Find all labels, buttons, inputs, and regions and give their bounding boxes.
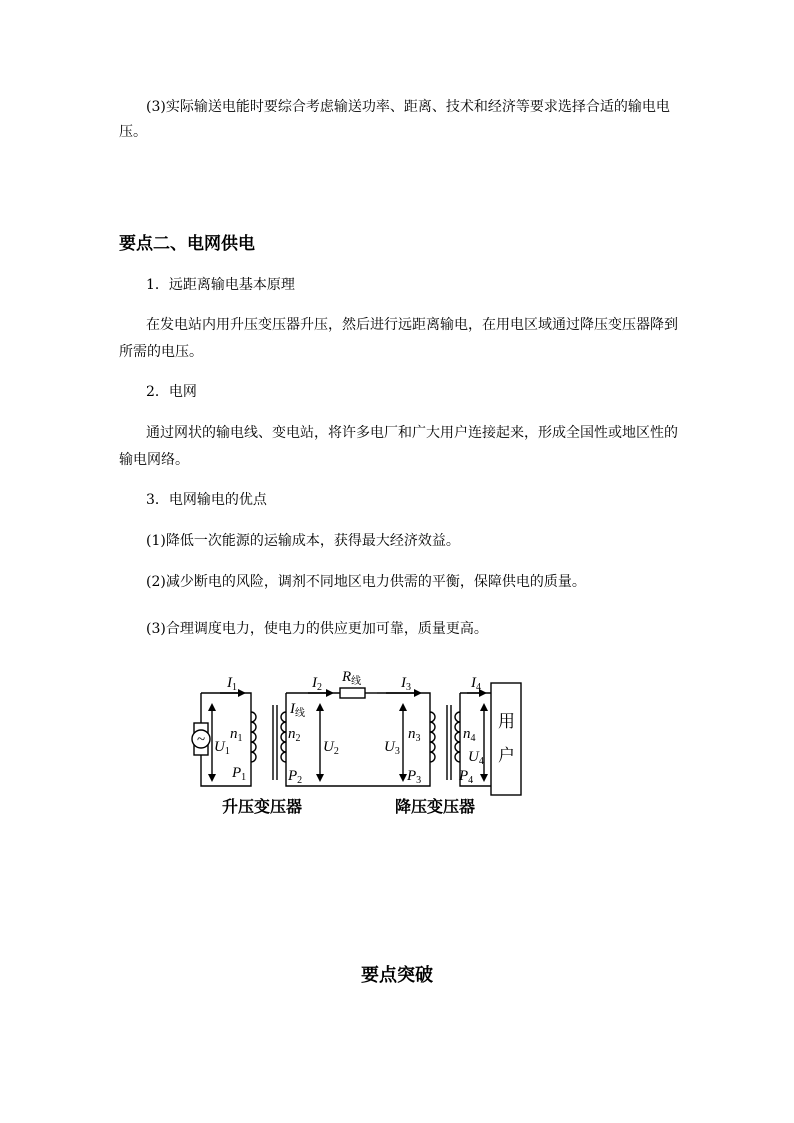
label-u3-sub: 3 [394, 746, 400, 757]
arrowhead-icon [480, 774, 488, 782]
user-box [491, 683, 521, 795]
svg-text:R线 [341, 669, 361, 687]
label-p2-sub: 2 [297, 775, 303, 786]
label-p1: P [232, 765, 242, 781]
label-i4: I [471, 675, 476, 691]
svg-text:n3 [408, 726, 421, 744]
user-label-2: 户 [498, 746, 515, 766]
coil-n3-icon [430, 712, 435, 762]
item-title: 2．电网 [146, 384, 197, 400]
arrowhead-icon [208, 703, 216, 711]
paragraph-transmission-voltage [146, 97, 676, 117]
user-label-1: 用 [498, 712, 515, 732]
svg-text:n2 [288, 726, 301, 744]
label-i2-sub: 2 [317, 682, 322, 693]
coil-n1-icon [251, 712, 256, 762]
label-n1: n [230, 726, 238, 742]
label-i2: I [312, 675, 317, 691]
label-p3: P [407, 768, 417, 784]
label-p2: P [288, 768, 298, 784]
label-i3: I [401, 675, 406, 691]
label-p1-sub: 1 [241, 772, 247, 783]
svg-text:n1 [230, 726, 243, 744]
label-n4-sub: 4 [470, 733, 476, 744]
arrowhead-icon [399, 774, 407, 782]
arrowhead-icon [480, 703, 488, 711]
svg-text:P1 [231, 765, 246, 783]
label-u2-sub: 2 [333, 746, 339, 757]
arrowhead-icon [399, 703, 407, 711]
svg-text:n4 [463, 726, 476, 744]
label-n2-sub: 2 [295, 733, 301, 744]
paragraph-line: 在发电站内用升压变压器升压，然后进行远距离输电，在用电区域通过降压变压器降到 [146, 317, 678, 333]
label-i1: I [227, 675, 232, 691]
label-i1-sub: 1 [232, 682, 237, 693]
step-down-transformer-label: 降压变压器 [395, 797, 476, 816]
svg-text:I1 [226, 675, 237, 693]
label-r: R [342, 669, 352, 685]
label-u4-sub: 4 [478, 756, 484, 767]
label-i-line: I [290, 701, 295, 717]
label-i4-sub: 4 [476, 682, 481, 693]
bottom-heading: 要点突破 [361, 965, 433, 986]
advantage-item: (1)降低一次能源的运输成本，获得最大经济效益。 [146, 533, 460, 549]
label-u3: U [384, 739, 395, 755]
step-up-transformer-label: 升压变压器 [222, 797, 303, 816]
item-title: 1．远距离输电基本原理 [146, 277, 295, 293]
generator-symbol: ~ [196, 732, 206, 748]
label-n3-sub: 3 [415, 733, 421, 744]
label-u2: U [323, 739, 334, 755]
label-n1-sub: 1 [237, 733, 243, 744]
arrowhead-icon [326, 689, 334, 697]
label-u4: U [468, 749, 479, 765]
coil-n4-icon [455, 712, 460, 762]
svg-text:P4 [458, 768, 473, 786]
arrowhead-icon [316, 703, 324, 711]
label-n3: n [408, 726, 416, 742]
label-i-line-sub: 线 [295, 708, 305, 719]
label-n2: n [288, 726, 296, 742]
label-r-sub: 线 [351, 676, 362, 687]
paragraph-line: (3)实际输送电能时要综合考虑输送功率、距离、技术和经济等要求选择合适的输电电 [146, 99, 670, 115]
svg-text:P2 [287, 768, 302, 786]
svg-text:I线 [289, 701, 305, 719]
paragraph-line: 压。 [119, 124, 147, 140]
label-i3-sub: 3 [406, 682, 411, 693]
power-transmission-circuit-diagram [180, 660, 540, 820]
advantage-item: (2)减少断电的风险，调剂不同地区电力供需的平衡，保障供电的质量。 [146, 574, 586, 590]
label-p4: P [459, 768, 469, 784]
paragraph-line: 输电网络。 [119, 452, 189, 468]
label-p3-sub: 3 [416, 775, 422, 786]
advantage-item: (3)合理调度电力，使电力的供应更加可靠，质量更高。 [146, 621, 488, 637]
svg-text:I2 [311, 675, 322, 693]
paragraph-line: 通过网状的输电线、变电站，将许多电厂和广大用户连接起来，形成全国性或地区性的 [146, 425, 678, 441]
item-title: 3．电网输电的优点 [146, 492, 267, 508]
arrowhead-icon [208, 774, 216, 782]
svg-text:P3 [406, 768, 421, 786]
label-n4: n [463, 726, 471, 742]
coil-n2-icon [281, 712, 286, 762]
svg-text:U2 [323, 739, 339, 757]
svg-text:I4 [470, 675, 481, 693]
label-p4-sub: 4 [468, 775, 474, 786]
arrowhead-icon [316, 774, 324, 782]
arrowhead-icon [238, 689, 246, 697]
label-u1: U [214, 739, 225, 755]
label-u1-sub: 1 [224, 746, 230, 757]
svg-text:U1 [214, 739, 230, 757]
arrowhead-icon [414, 689, 422, 697]
svg-text:I3 [400, 675, 411, 693]
svg-text:U3 [384, 739, 400, 757]
paragraph-line: 所需的电压。 [119, 344, 203, 360]
svg-text:U4 [468, 749, 484, 767]
resistor-icon [340, 688, 365, 698]
section-heading: 要点二、电网供电 [119, 234, 255, 254]
